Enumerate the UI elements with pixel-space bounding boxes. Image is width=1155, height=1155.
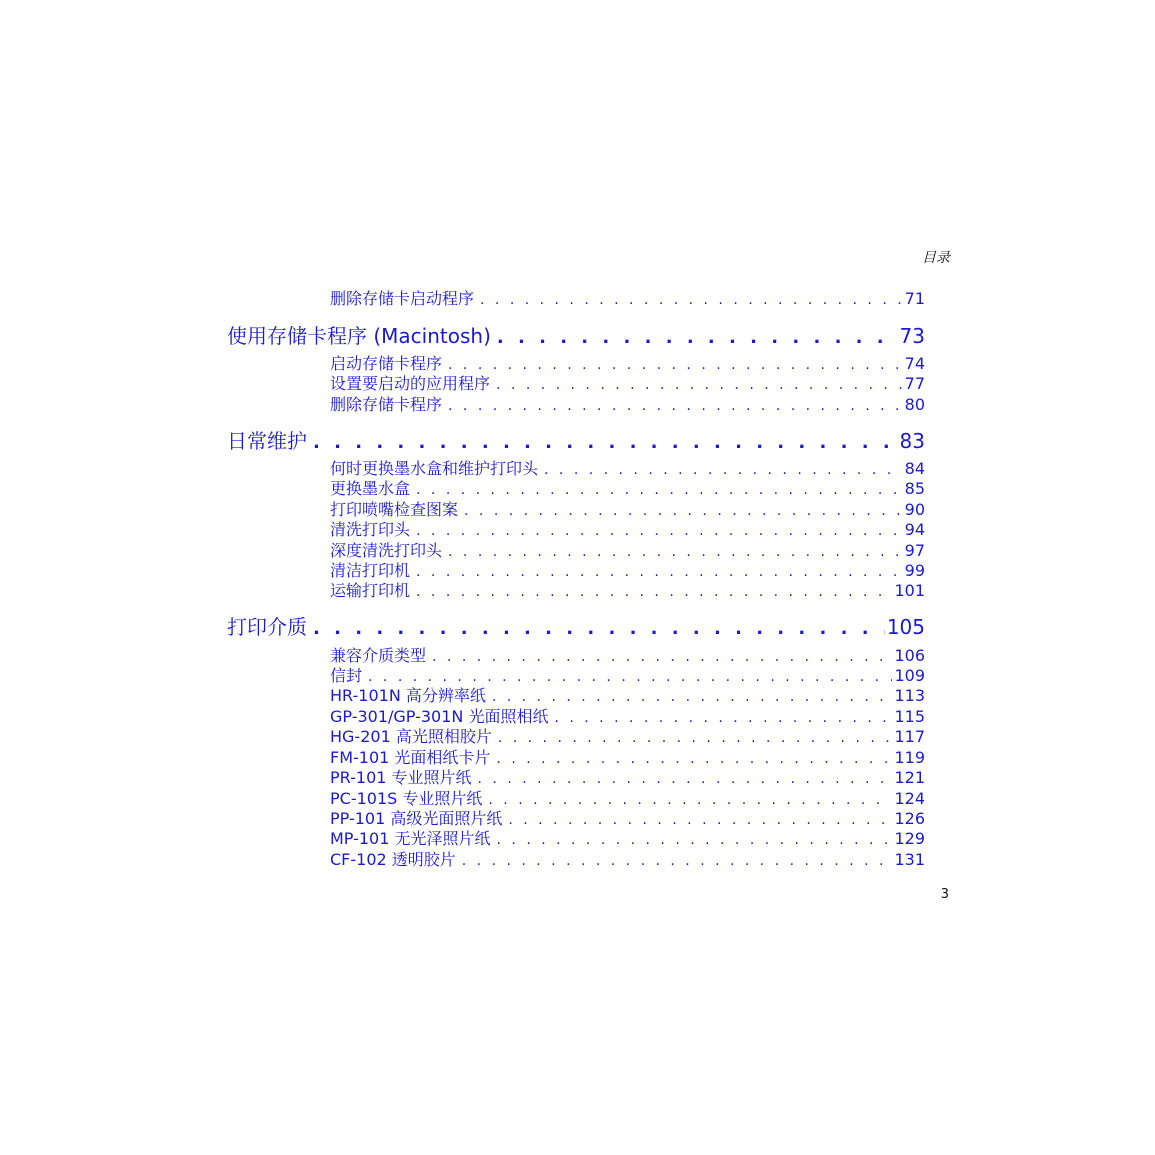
dot-leader <box>544 460 903 479</box>
toc-entry-transport-printer[interactable] <box>330 581 925 601</box>
toc-entry-replace-ink[interactable] <box>330 479 925 499</box>
toc-entry-gp-301[interactable] <box>330 707 925 727</box>
toc-entry-label: PC-101S 专业照片纸 <box>330 789 483 808</box>
toc-entry-page: 90 <box>904 500 925 519</box>
toc-entry-pp-101[interactable] <box>330 809 925 829</box>
toc-entry-page: 115 <box>894 707 925 726</box>
toc-entry-page: 117 <box>894 727 925 746</box>
dot-leader <box>416 562 903 581</box>
toc-entry-mp-101[interactable] <box>330 829 925 849</box>
toc-entry-hg-201[interactable] <box>330 727 925 747</box>
dot-leader <box>478 769 893 788</box>
toc-entry-page: 129 <box>894 829 925 848</box>
dot-leader <box>313 430 898 454</box>
toc-entry-page: 74 <box>904 354 925 373</box>
toc-entry-page: 126 <box>894 809 925 828</box>
dot-leader <box>448 396 903 415</box>
dot-leader <box>464 501 903 520</box>
toc-entry-envelopes[interactable] <box>330 666 925 686</box>
toc-entry-start-card-program[interactable] <box>330 354 925 374</box>
dot-leader <box>488 790 892 809</box>
dot-leader <box>448 542 903 561</box>
toc-entry-page: 84 <box>904 459 925 478</box>
toc-entry-page: 71 <box>904 289 925 308</box>
toc-entry-set-launch-app[interactable] <box>330 374 925 394</box>
toc-entry-delete-card-program[interactable] <box>330 395 925 415</box>
dot-leader <box>497 830 893 849</box>
toc-entry-label: 清洗打印头 <box>330 520 411 539</box>
toc-entry-label: 删除存储卡启动程序 <box>330 289 475 308</box>
toc-chapter-label: 日常维护 <box>227 429 307 453</box>
toc-entry-cf-102[interactable] <box>330 850 925 870</box>
toc-entry-label: 删除存储卡程序 <box>330 395 443 414</box>
toc-chapter-page: 83 <box>899 429 925 453</box>
toc-entry-label: 信封 <box>330 666 363 685</box>
dot-leader <box>432 647 892 666</box>
toc-entry-page: 109 <box>894 666 925 685</box>
toc-entry-label: MP-101 无光泽照片纸 <box>330 829 491 848</box>
toc-entry-hr-101n[interactable] <box>330 686 925 706</box>
toc-entry-page: 99 <box>904 561 925 580</box>
dot-leader <box>508 810 892 829</box>
toc-entry-page: 113 <box>894 686 925 705</box>
toc-entry-label: HR-101N 高分辨率纸 <box>330 686 486 705</box>
toc-entry-nozzle-check[interactable] <box>330 500 925 520</box>
toc-entry-label: 设置要启动的应用程序 <box>330 374 491 393</box>
toc-entry-page: 121 <box>894 768 925 787</box>
dot-leader <box>416 480 903 499</box>
toc-entry-label: 更换墨水盒 <box>330 479 411 498</box>
toc-entry-label: CF-102 透明胶片 <box>330 850 456 869</box>
dot-leader <box>416 582 892 601</box>
toc-entry-fm-101[interactable] <box>330 748 925 768</box>
dot-leader <box>554 708 892 727</box>
toc-entry-deep-clean-head[interactable] <box>330 541 925 561</box>
toc-entry-page: 94 <box>904 520 925 539</box>
toc-entry-label: PP-101 高级光面照片纸 <box>330 809 503 828</box>
dot-leader <box>498 728 893 747</box>
toc-entry-label: FM-101 光面相纸卡片 <box>330 748 491 767</box>
toc-entry-label: 深度清洗打印头 <box>330 541 443 560</box>
toc-entry-page: 97 <box>904 541 925 560</box>
dot-leader <box>496 375 903 394</box>
toc-entry-pc-101s[interactable] <box>330 789 925 809</box>
toc-entry-page: 80 <box>904 395 925 414</box>
toc-entry-label: 何时更换墨水盒和维护打印头 <box>330 459 539 478</box>
toc-entry-page: 119 <box>894 748 925 767</box>
toc-entry-delete-card-launcher[interactable] <box>330 289 925 309</box>
dot-leader <box>462 851 893 870</box>
toc-entry-when-replace-ink[interactable] <box>330 459 925 479</box>
toc-chapter-card-program-mac[interactable] <box>227 323 925 349</box>
toc-entry-page: 106 <box>894 646 925 665</box>
dot-leader <box>480 290 903 309</box>
dot-leader <box>497 325 898 349</box>
page-number: 3 <box>940 887 949 902</box>
dot-leader <box>313 616 885 640</box>
toc-entry-page: 124 <box>894 789 925 808</box>
toc-entry-label: GP-301/GP-301N 光面照相纸 <box>330 707 549 726</box>
toc-chapter-label: 使用存储卡程序 (Macintosh) <box>227 324 491 348</box>
dot-leader <box>448 355 903 374</box>
toc-chapter-print-media[interactable] <box>227 614 925 640</box>
toc-entry-pr-101[interactable] <box>330 768 925 788</box>
toc-entry-compatible-media[interactable] <box>330 646 925 666</box>
toc-entry-clean-printer[interactable] <box>330 561 925 581</box>
toc-entry-label: PR-101 专业照片纸 <box>330 768 472 787</box>
dot-leader <box>368 667 892 686</box>
toc-chapter-routine-maintenance[interactable] <box>227 428 925 454</box>
toc-entry-label: HG-201 高光照相胶片 <box>330 727 492 746</box>
running-header-title: 目录 <box>922 250 950 266</box>
toc-entry-label: 清洁打印机 <box>330 561 411 580</box>
toc-entry-page: 131 <box>894 850 925 869</box>
toc-chapter-label: 打印介质 <box>227 615 307 639</box>
toc-chapter-page: 73 <box>899 324 925 348</box>
toc-entry-label: 运输打印机 <box>330 581 411 600</box>
toc-entry-page: 101 <box>894 581 925 600</box>
toc-chapter-page: 105 <box>886 615 925 639</box>
toc-entry-clean-head[interactable] <box>330 520 925 540</box>
toc-entry-page: 85 <box>904 479 925 498</box>
dot-leader <box>492 687 893 706</box>
dot-leader <box>496 749 892 768</box>
toc-entry-label: 打印喷嘴检查图案 <box>330 500 459 519</box>
dot-leader <box>416 521 903 540</box>
toc-entry-page: 77 <box>904 374 925 393</box>
toc-entry-label: 兼容介质类型 <box>330 646 427 665</box>
toc-entry-label: 启动存储卡程序 <box>330 354 443 373</box>
